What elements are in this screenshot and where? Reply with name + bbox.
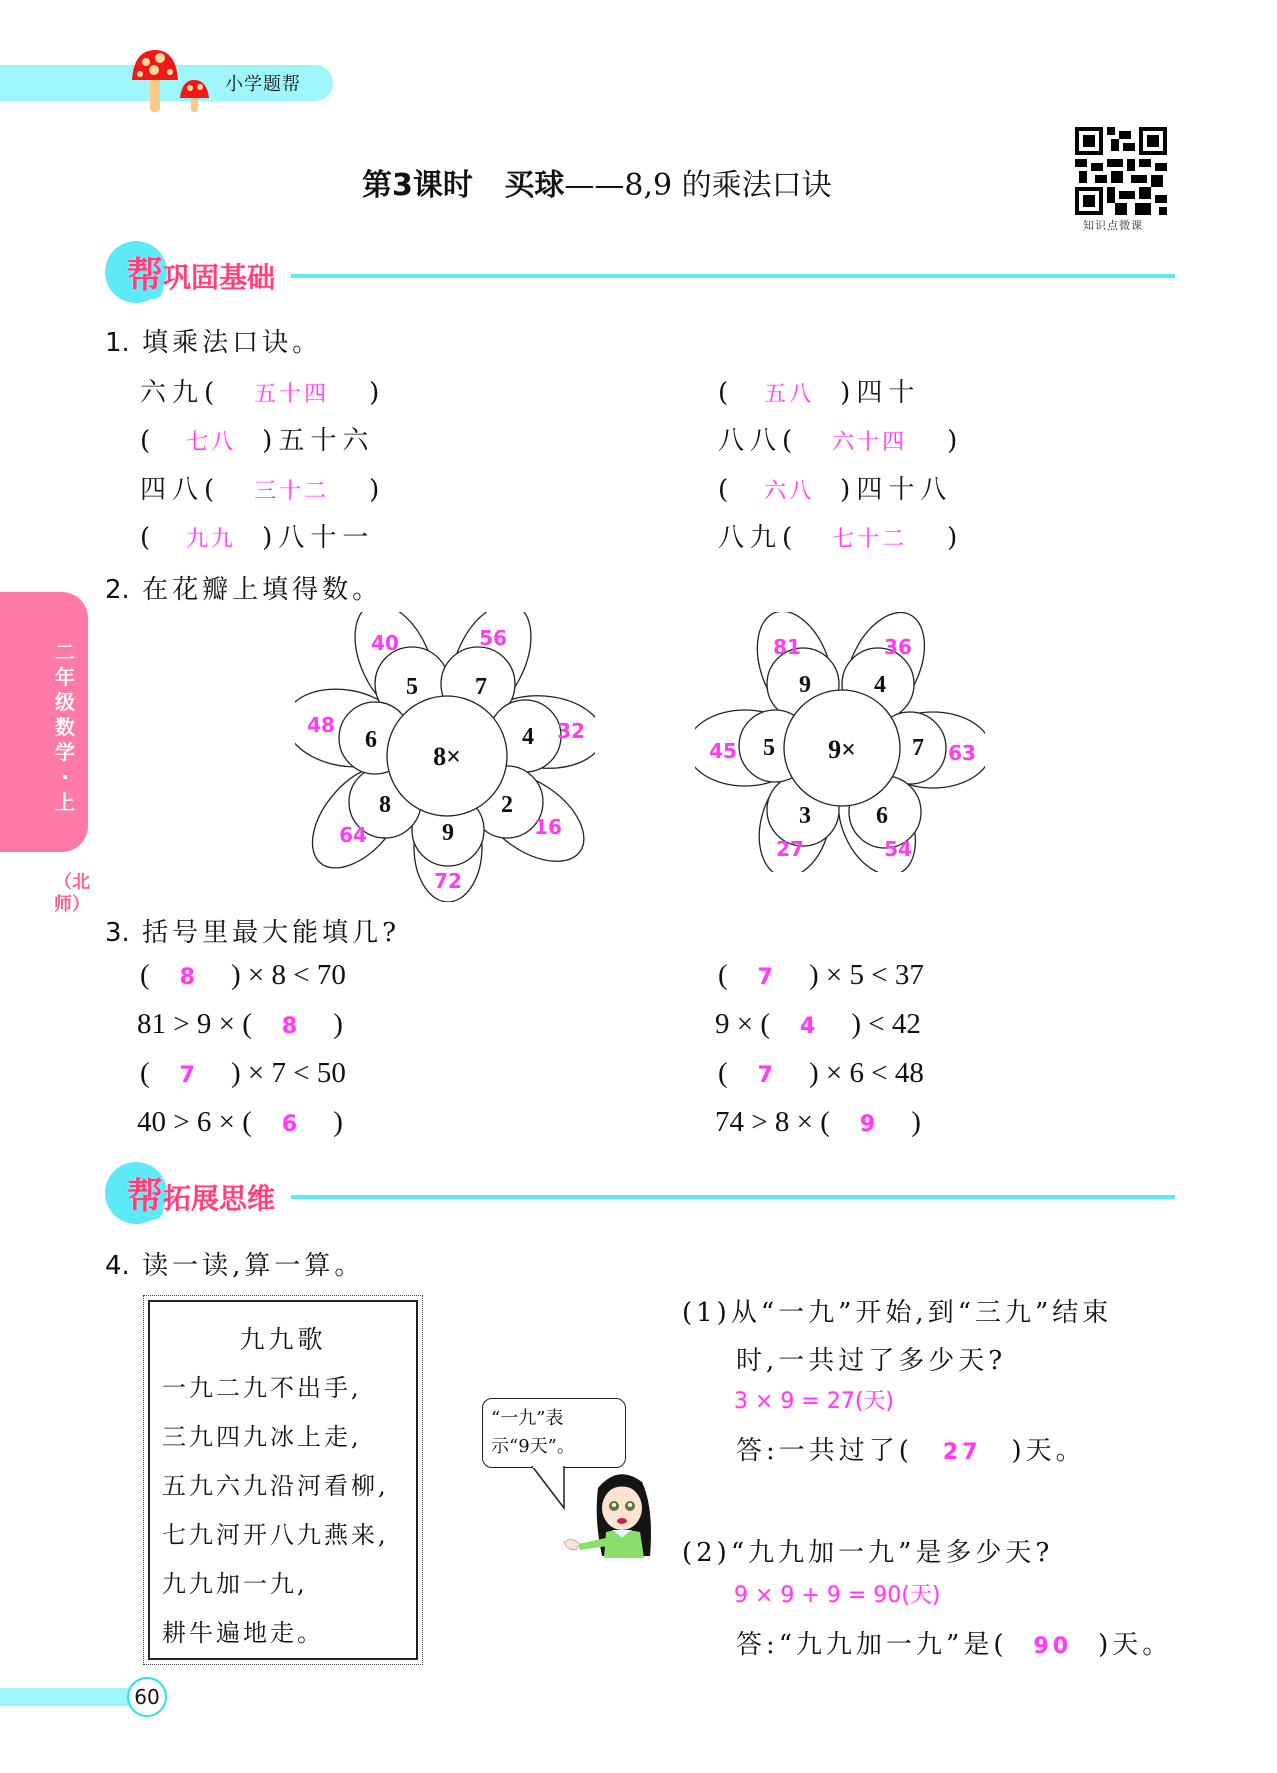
item-text: 四八( [140, 475, 221, 505]
question-number: 2. [105, 575, 130, 605]
petal-answer[interactable]: 64 [339, 823, 367, 847]
answer-field[interactable]: 27 [942, 1440, 982, 1465]
flower-center-label: 9× [828, 735, 856, 764]
answer-field[interactable]: 六八 [764, 479, 815, 504]
answer-field[interactable]: 三十二 [254, 479, 330, 504]
item-text: ) × 6 < 48 [808, 1057, 924, 1089]
question-text: 括号里最大能填几? [142, 918, 401, 948]
petal-factor: 7 [912, 735, 924, 761]
petal-factor: 4 [874, 672, 886, 698]
lesson-topic: 买球 [504, 168, 565, 203]
poem-box [148, 1300, 418, 1660]
q3-item [715, 1106, 921, 1139]
petal-factor: 2 [501, 792, 513, 818]
sub-label: (1) [682, 1298, 731, 1328]
q3-item [137, 1008, 343, 1041]
item-text: )八十一 [262, 523, 375, 553]
petal-factor: 6 [876, 803, 888, 829]
answer-text: )天。 [1098, 1630, 1173, 1660]
q1-item [718, 469, 952, 506]
item-text: 9 × ( [715, 1008, 771, 1040]
question-4-prompt [105, 1245, 364, 1282]
sub-question-text: “九九加一九”是多少天? [730, 1538, 1054, 1568]
lesson-label: 第3课时 [362, 168, 473, 203]
footer-bar [0, 1688, 135, 1706]
petal-answer[interactable]: 32 [557, 719, 585, 743]
sub-question-text: 时,一共过了多少天? [736, 1346, 1007, 1376]
edition-label: （北师） [54, 872, 90, 915]
speech-bubble [482, 1398, 626, 1468]
mushroom-icon [128, 46, 224, 114]
question-text: 在花瓣上填得数。 [142, 575, 383, 605]
petal-factor: 8 [379, 792, 391, 818]
sub-answer-line [736, 1624, 1172, 1661]
item-text: )五十六 [262, 426, 375, 456]
qr-caption: 知识点微课 [1083, 219, 1143, 232]
bubble-text: “一九”表 [491, 1408, 564, 1429]
petal-factor: 9 [799, 672, 811, 698]
section-divider [291, 1195, 1175, 1199]
q1-item [718, 517, 963, 554]
answer-text: )天。 [1011, 1436, 1086, 1466]
petal-factor: 5 [406, 674, 418, 700]
sub-question-2 [682, 1532, 1053, 1569]
q1-item [140, 469, 385, 506]
item-text: )四十八 [840, 475, 953, 505]
lesson-title [362, 160, 832, 204]
item-text: ) × 8 < 70 [230, 959, 346, 991]
item-text: 74 > 8 × ( [715, 1106, 830, 1138]
q3-item [718, 959, 924, 992]
q3-item [715, 1008, 921, 1041]
answer-field[interactable]: 九九 [186, 527, 237, 552]
flower-9x [695, 612, 985, 876]
petal-factor: 6 [365, 727, 377, 753]
answer-field[interactable]: 7 [757, 965, 773, 990]
item-text: ) [369, 378, 386, 408]
petal-answer[interactable]: 63 [948, 741, 976, 765]
question-text: 填乘法口诀。 [142, 328, 323, 358]
answer-field[interactable]: 4 [800, 1014, 816, 1039]
q1-item [718, 420, 963, 457]
item-text: ) [369, 475, 386, 505]
q1-item [718, 372, 920, 409]
answer-field[interactable]: 90 [1033, 1634, 1073, 1659]
calculation-answer[interactable]: 9 × 9 + 9 = 90(天) [734, 1583, 941, 1608]
poem-line: 耕牛遍地走。 [162, 1619, 324, 1647]
item-text: ( [140, 959, 150, 991]
item-text: )四十 [840, 378, 921, 408]
item-text: ) × 7 < 50 [230, 1057, 346, 1089]
poem-line: 五九六九沿河看柳, [162, 1472, 389, 1500]
item-text: 六九( [140, 378, 221, 408]
q3-item [140, 1057, 346, 1090]
flower-8x [295, 612, 595, 906]
item-text: ( [718, 475, 735, 505]
girl-illustration-icon [558, 1468, 658, 1560]
item-text: ( [140, 1057, 150, 1089]
answer-field[interactable]: 9 [859, 1112, 876, 1137]
qr-code-icon[interactable] [1075, 127, 1167, 215]
item-text: ) < 42 [851, 1008, 921, 1040]
answer-field[interactable]: 7 [757, 1063, 773, 1088]
item-text: ) [947, 426, 964, 456]
sub-question-1 [682, 1292, 1112, 1329]
sub-answer-line [736, 1430, 1086, 1467]
petal-factor: 3 [799, 803, 811, 829]
question-1-prompt [105, 322, 322, 359]
q1-item [140, 420, 374, 457]
section-header-basics [105, 237, 1175, 307]
petal-answer[interactable]: 48 [307, 713, 335, 737]
petal-answer[interactable]: 36 [884, 635, 912, 659]
answer-field[interactable]: 7 [179, 1063, 195, 1088]
brand-name: 小学题帮 [225, 74, 301, 95]
item-text: ) [333, 1008, 343, 1040]
petal-factor: 4 [522, 724, 534, 750]
poem-line: 三九四九冰上走, [162, 1423, 362, 1451]
petal-factor: 5 [763, 735, 775, 761]
grade-subject-label: 二年级数学·上 [55, 640, 75, 814]
q3-item [718, 1057, 924, 1090]
section-prefix: 帮 [127, 255, 164, 296]
section-prefix: 帮 [127, 1176, 164, 1217]
section-title [127, 1168, 275, 1219]
bubble-text: 示“9天”。 [491, 1436, 575, 1457]
petal-answer[interactable]: 40 [371, 631, 399, 655]
item-text: ( [140, 523, 157, 553]
answer-field[interactable]: 8 [179, 965, 195, 990]
poem-line: 九九加一九, [162, 1570, 308, 1598]
answer-field[interactable]: 七十二 [832, 527, 908, 552]
flower-center-label: 8× [433, 742, 461, 771]
answer-field[interactable]: 七八 [186, 430, 237, 455]
item-text: ( [718, 1057, 728, 1089]
petal-answer[interactable]: 72 [434, 869, 462, 893]
answer-field[interactable]: 6 [281, 1112, 298, 1137]
section-divider [291, 274, 1175, 278]
item-text: ) [911, 1106, 921, 1138]
question-number: 1. [105, 328, 130, 358]
answer-field[interactable]: 六十四 [832, 430, 908, 455]
sub-question-text: 从“一九”开始,到“三九”结束 [730, 1298, 1113, 1328]
answer-text: 答:“九九加一九”是( [736, 1630, 1008, 1660]
question-text: 读一读,算一算。 [142, 1251, 365, 1281]
item-text: 81 > 9 × ( [137, 1008, 252, 1040]
item-text: ) [333, 1106, 343, 1138]
answer-field[interactable]: 五十四 [254, 382, 330, 407]
petal-answer[interactable]: 81 [773, 635, 801, 659]
answer-field[interactable]: 8 [281, 1014, 298, 1039]
q1-item [140, 372, 385, 409]
poem-line: 一九二九不出手, [162, 1374, 362, 1402]
section-title-text: 巩固基础 [163, 261, 276, 294]
q1-item [140, 517, 374, 554]
petal-answer[interactable]: 56 [479, 626, 507, 650]
petal-answer[interactable]: 54 [884, 837, 912, 861]
item-text: 40 > 6 × ( [137, 1106, 252, 1138]
q3-item [137, 1106, 343, 1139]
answer-text: 答:一共过了( [736, 1436, 913, 1466]
item-text: 八九( [718, 523, 799, 553]
question-3-prompt [105, 912, 400, 949]
question-number: 3. [105, 918, 130, 948]
section-title-text: 拓展思维 [163, 1182, 276, 1215]
poem-title: 九九歌 [239, 1325, 327, 1354]
section-title [127, 247, 275, 298]
petal-factor: 9 [442, 820, 454, 846]
section-header-extension [105, 1158, 1175, 1228]
petal-answer[interactable]: 45 [709, 739, 737, 763]
question-number: 4. [105, 1251, 130, 1281]
calculation-answer[interactable]: 3 × 9 = 27(天) [734, 1389, 894, 1414]
poem-line: 七九河开八九燕来, [162, 1521, 389, 1549]
item-text: ( [718, 378, 735, 408]
lesson-subtitle: ——8,9 的乘法口诀 [564, 168, 832, 203]
petal-answer[interactable]: 16 [534, 815, 562, 839]
petal-answer[interactable]: 27 [776, 837, 804, 861]
item-text: 八八( [718, 426, 799, 456]
answer-field[interactable]: 五八 [764, 382, 815, 407]
item-text: ( [140, 426, 157, 456]
item-text: ) [947, 523, 964, 553]
question-2-prompt [105, 569, 382, 606]
sub-label: (2) [682, 1538, 731, 1568]
item-text: ) × 5 < 37 [808, 959, 924, 991]
item-text: ( [718, 959, 728, 991]
q3-item [140, 959, 346, 992]
page-number: 60 [127, 1677, 167, 1717]
petal-factor: 7 [475, 674, 487, 700]
